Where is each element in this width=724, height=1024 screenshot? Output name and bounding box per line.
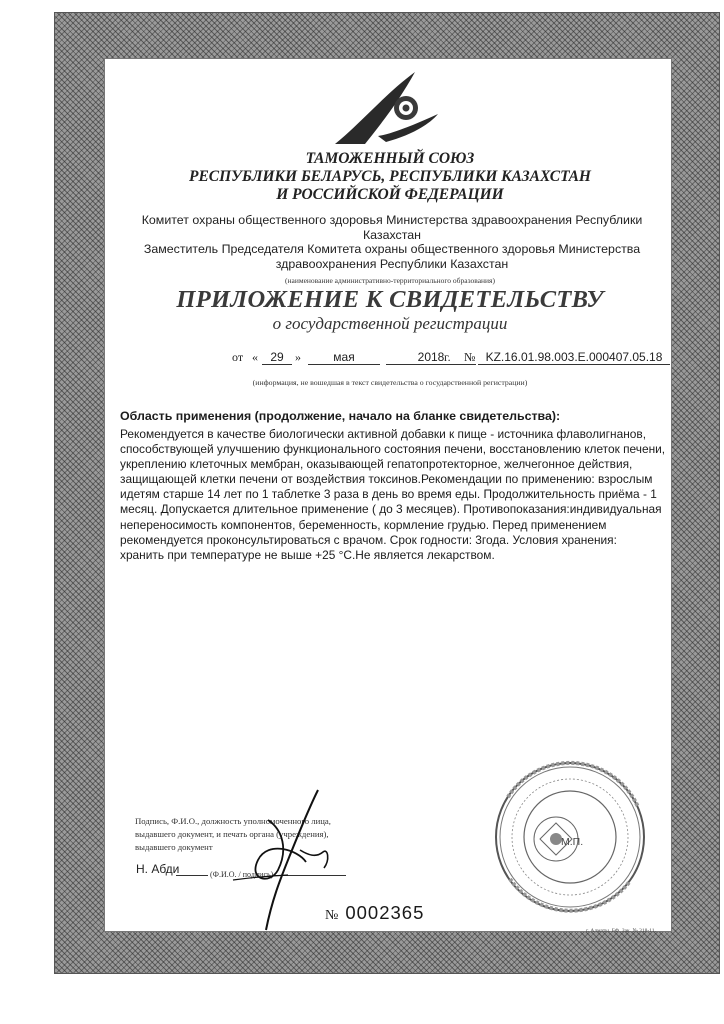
document-subtitle: о государственной регистрации: [272, 314, 508, 333]
fio-caption: (Ф.И.О. / подпись): [210, 870, 274, 879]
text-line: хранить при температуре не выше +25 °С.Не является лекарством.: [120, 547, 495, 562]
text-line: идетям старше 14 лет по 1 таблетке 3 раза в день во время еды. Продолжительность приёма - 1: [120, 487, 657, 502]
printer-mark: г. Алматы. БФ. Зак. № 318-11.: [586, 928, 656, 934]
seal-label: М.П.: [561, 836, 584, 848]
text-line: защищающей клетки печени от воздействия токсинов.Рекомендации по применению: взрослым: [120, 472, 653, 487]
text-line: непереносимость компонентов, беременность, кормление грудью. Перед применением: [120, 517, 607, 532]
text-line: укреплению клеточных мембран, оказывающей гепатопротекторное, желчегонное действия,: [120, 457, 633, 472]
customs-union-logo: [330, 64, 450, 154]
text-line: рекомендуется проконсультироваться с врачом. Срок годности: 3года. Условия хранения:: [120, 532, 617, 547]
signature-caption: Подпись, Ф.И.О., должность уполномоченного лица, выдавшего документ, и печать органа (учреждения), выдавшего документ: [135, 816, 331, 852]
registration-day: 29: [262, 350, 292, 365]
text-line: месяц. Допускается длительное применение ( до 3 месяцев). Противопоказания:индивидуальная: [120, 502, 662, 517]
info-caption: (информация, не вошедшая в текст свидетельства о государственной регистрации): [252, 378, 528, 387]
document-title: ПРИЛОЖЕНИЕ К СВИДЕТЕЛЬСТВУ: [176, 286, 604, 313]
registration-number: KZ.16.01.98.003.E.000407.05.18: [478, 350, 670, 365]
signer-name: Н. Абди: [136, 862, 180, 876]
text-line: способствующей улучшению функционального состояния печени, восстановлению клеток печени,: [120, 442, 666, 457]
section-heading: Область применения (продолжение, начало на бланке свидетельства):: [120, 409, 561, 423]
authority-caption: (наименование административно-территориального образования): [284, 276, 495, 285]
registration-date-line: от « 29 » мая 2018 г. № KZ.16.01.98.003.E.000407.05.18: [232, 348, 682, 368]
scope-text: [120, 427, 680, 563]
serial-number: № 0002365: [325, 902, 425, 923]
customs-union-title: ТАМОЖЕННЫЙ СОЮЗ РЕСПУБЛИКИ БЕЛАРУСЬ, РЕСПУБЛИКИ КАЗАХСТАН И РОССИЙСКОЙ ФЕДЕРАЦИИ: [188, 150, 591, 203]
registration-year: 2018: [386, 350, 476, 365]
registration-month: мая: [308, 350, 380, 365]
issuing-authority: Комитет охраны общественного здоровья Министерства здравоохранения Республики Казахстан Заместитель Председателя Комитета охраны общественного здоровья Министерства здравоохранения Республики Казахстан: [141, 213, 643, 271]
text-line: Рекомендуется в качестве биологически активной добавки к пище - источника флаволигнанов,: [120, 427, 646, 441]
